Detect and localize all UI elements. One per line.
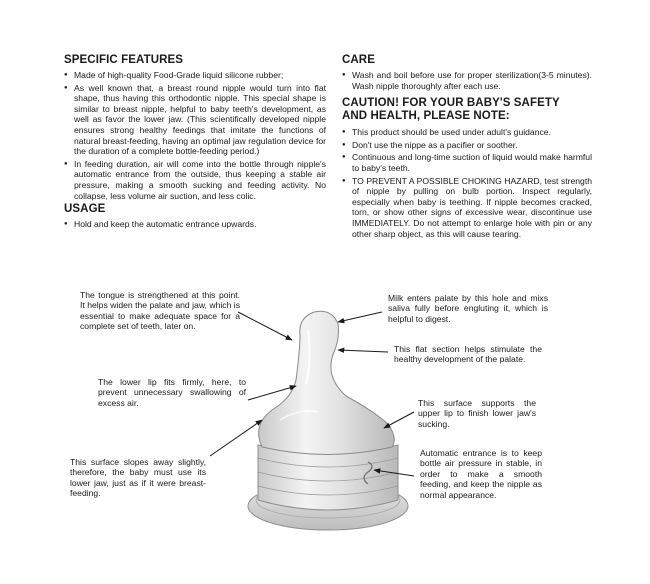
list-item: ● Hold and keep the automatic entrance upwards. <box>64 219 326 230</box>
callout-lower-lip: The lower lip fits firmly, here, to prevent unnecessary swallowing of excess air. <box>98 377 246 408</box>
callout-auto-entrance: Automatic entrance is to keep bottle air pressure in stable, in order to make a smooth feeding, and keep the nipple as normal appearance. <box>420 448 542 500</box>
arrow-tongue <box>238 312 292 340</box>
list-item: ● In feeding duration, air will come into the bottle through nipple's automatic entrance from the outside, thus keeping a stable air pressure, making a smooth sucking and feeding activity. No collapse, less volume air suction, and less colic. <box>64 159 326 201</box>
caution-heading-line2: AND HEALTH, PLEASE NOTE: <box>342 110 510 123</box>
nipple-body <box>259 311 395 454</box>
list-item: ● TO PREVENT A POSSIBLE CHOKING HAZARD, test strength of nipple by pulling on bulb portion. Inspect regularly, especially when baby is teething. If nipple becomes cracked, torn, or show other signs of excessive wear, discontinue use IMMEDIATELY. Do not attempt to enlarge hole with pin or any other sharp object, as this will cause tearing. <box>342 176 592 240</box>
usage-heading: USAGE <box>64 203 106 216</box>
caution-heading-line1: CAUTION! FOR YOUR BABY'S SAFETY <box>342 97 560 110</box>
list-item: ● Wash and boil before use for proper sterilization(3-5 minutes). Wash nipple thoroughly after each use. <box>342 70 592 91</box>
arrow-upper-lip <box>384 412 414 428</box>
arrow-slopes <box>210 420 262 456</box>
list-item: ● This product should be used under adult's guidance. <box>342 127 592 138</box>
specific-features-heading: SPECIFIC FEATURES <box>64 54 184 66</box>
arrow-milk <box>338 312 382 322</box>
care-heading: CARE <box>342 54 375 66</box>
callout-milk: Milk enters palate by this hole and mixs saliva fully before engluting it, which is helpful to digest. <box>388 293 548 324</box>
callout-slopes: This surface slopes away slightly, therefore, the baby must use its lower jaw, just as if it were breast-feeding. <box>70 457 206 499</box>
callout-tongue: The tongue is strengthened at this point. It helps widen the palate and jaw, which is essential to make adequate space for a complete set of teeth, later on. <box>80 290 240 332</box>
arrow-flat <box>338 350 388 352</box>
list-item: ● Continuous and long-time suction of liquid would make harmful to baby's teeth. <box>342 152 592 173</box>
list-item: ● Don't use the nippe as a pacifier or soother. <box>342 140 592 151</box>
callout-flat: This flat section helps stimulate the healthy development of the palate. <box>394 344 542 365</box>
list-item: ● As well known that, a breast round nipple would turn into flat shape, thus having this orthodontic nipple. This special shape is similar to breast nipple, helpful to baby teeth's development, as well as favor the lower jaw. (This scientifically developed nipple ensures strong healthy feedings that imitate the functions of natural breast-feeding, having an optimal jaw regulation device for the duration of a complete bottle-feeding period.) <box>64 83 326 157</box>
list-item: ● Made of high-quality Food-Grade liquid silicone rubber; <box>64 70 326 81</box>
callout-upper-lip: This surface supports the upper lip to finish lower jaw's sucking. <box>418 398 536 429</box>
